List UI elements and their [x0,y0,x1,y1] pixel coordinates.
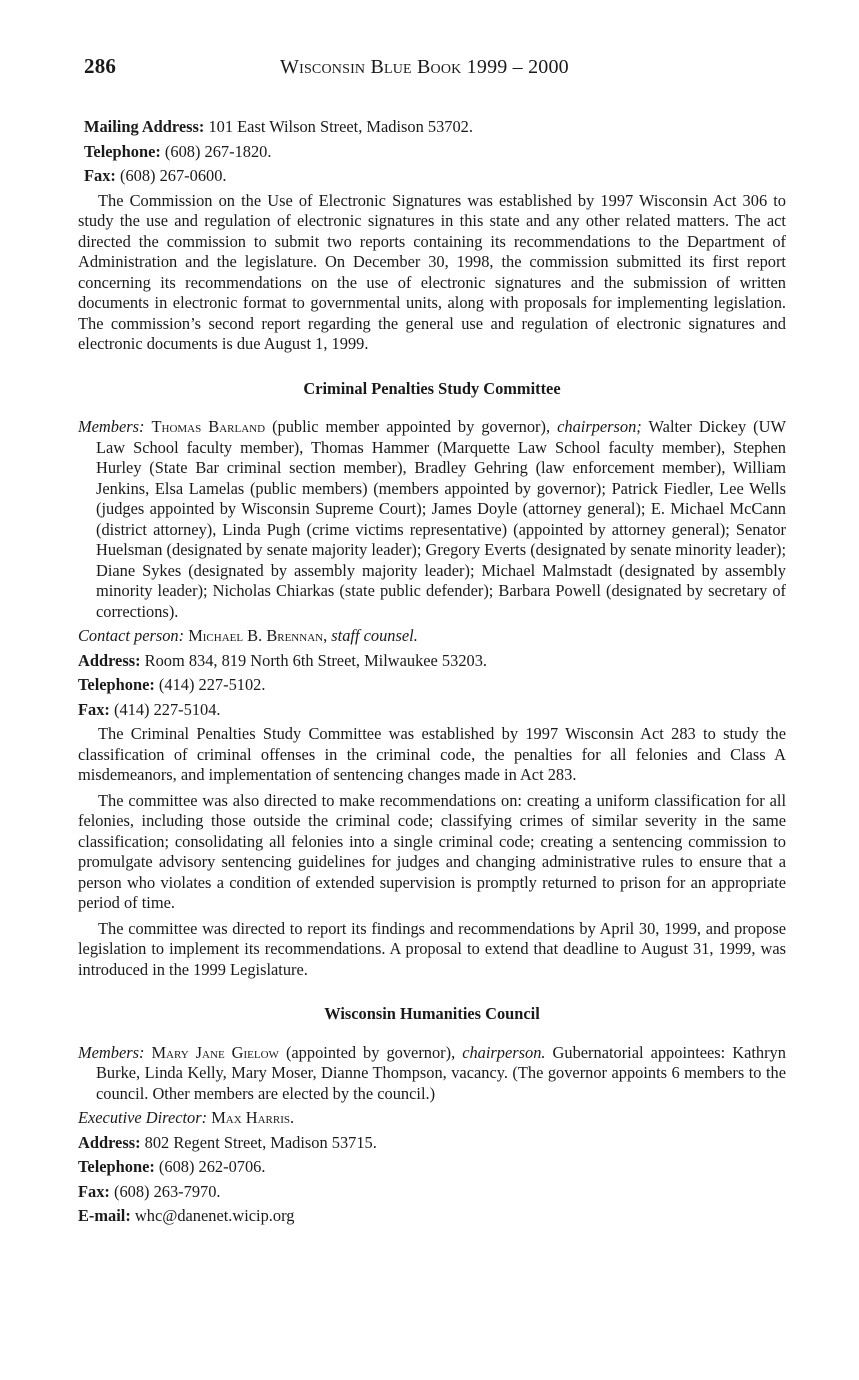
criminal-penalties-heading: Criminal Penalties Study Committee [303,378,561,398]
email-label: E-mail: [78,1206,131,1225]
address-label: Address: [78,1132,141,1152]
address-value: Room 834, 819 North 6th Street, Milwaukee 53203. [144,650,488,670]
page-header [84,54,784,88]
criminal-penalties-members [78,417,786,622]
telephone-label: Telephone: [84,141,161,161]
humanities-council-members [78,1043,786,1105]
criminal-penalties-paragraph-2: The committee was also directed to make recommendations on: creating a uniform classification for all felonies, including those outside the criminal code; classifying crimes of similar severity in the same classification; consolidating all felonies into a single criminal code; creating a sentencing commission to promulgate advisory sentencing guidelines for judges and changing administrative rules to ensure that a person who violates a condition of extended supervision is promptly returned to prison for an appropriate period of time. [78,790,786,912]
humanities-council-heading: Wisconsin Humanities Council [324,1004,540,1023]
telephone-label: Telephone: [78,675,155,694]
fax-line [84,166,786,187]
members-label: Members: [78,417,145,436]
fax-label: Fax: [78,699,110,719]
contact-person-line [78,626,786,647]
fax-label: Fax: [78,1181,110,1201]
chair-name: Thomas Barland [151,417,266,436]
chair-title: chairperson. [462,1042,546,1062]
telephone-value: (414) 227-5102. [158,675,266,694]
telephone-label: Telephone: [78,1157,155,1176]
mailing-address-label: Mailing Address: [84,117,205,136]
members-list: Gubernatorial appointees: Kathryn Burke, Linda Kelly, Mary Moser, Dianne Thompson, vacancy. (The governor appoints 6 members to the council. Other members are elected by the council.) [96,1042,786,1103]
email-line [78,1206,786,1227]
email-value: whc@danenet.wicip.org [134,1206,295,1225]
running-title: Wisconsin Blue Book 1999 – 2000 [280,56,569,78]
page-number: 286 [84,54,117,78]
members-list: Walter Dickey (UW Law School faculty member), Thomas Hammer (Marquette Law School faculty member), Stephen Hurley (State Bar criminal section member), Bradley Gehring (law enforcement member), William Jenkins, Elsa Lamelas (public members) (members appointed by governor); Patrick Fiedler, Lee Wells (judges appointed by Wisconsin Supreme Court); James Doyle (attorney general); E. Michael McCann (district attorney), Linda Pugh (crime victims representative) (appointed by attorney general); Senator Huelsman (designated by senate majority leader); Gregory Everts (designated by senate minority leader); Diane Sykes (designated by assembly majority leader); Michael Malmstadt (designated by assembly minority leader); Nicholas Chiarkas (state public defender); Barbara Powell (designated by secretary of corrections). [96,417,786,621]
address-label: Address: [78,650,141,670]
contact-name: Michael B. Brennan, [188,626,328,645]
criminal-penalties-paragraph-3: The committee was directed to report its findings and recommendations by April 30, 1999, and propose legislation to implement its recommendations. A proposal to extend that deadline to August 31, 1999, was introduced in the 1999 Legislature. [78,918,786,979]
contact-title: staff counsel. [331,626,418,645]
fax-value: (414) 227-5104. [113,699,221,719]
executive-director-line [78,1108,786,1129]
address-value: 802 Regent Street, Madison 53715. [144,1132,377,1152]
address-line [78,651,786,672]
chair-role: (public member appointed by governor), [272,417,551,436]
telephone-value: (608) 262-0706. [158,1157,266,1176]
chair-role: (appointed by governor), [285,1042,456,1062]
fax-line [78,700,786,721]
fax-label: Fax: [84,166,116,185]
fax-value: (608) 263-7970. [113,1181,221,1201]
telephone-line [78,675,786,696]
telephone-value: (608) 267-1820. [164,141,272,161]
chair-title: chairperson; [557,417,642,436]
members-label: Members: [78,1042,145,1062]
telephone-line [78,1157,786,1178]
page-content [78,117,786,1231]
electronic-signatures-paragraph: The Commission on the Use of Electronic Signatures was established by 1997 Wisconsin Act 306 to study the use and regulation of electronic signatures in this state and any other related matters. The act directed the commission to submit two reports containing its recommendations to the Department of Administration and the legislature. On December 30, 1998, the commission submitted its first report concerning its recommendations on the use of electronic signatures and the submission of written documents in electronic format to governmental units, along with proposals for implementing legislation. The commission’s second report regarding the general use and regulation of electronic signatures and electronic documents is due August 1, 1999. [78,190,786,353]
director-name: Max Harris. [211,1108,295,1127]
fax-line [78,1182,786,1203]
chair-name: Mary Jane Gielow [151,1042,279,1062]
contact-label: Contact person: [78,626,185,645]
mailing-address-value: 101 East Wilson Street, Madison 53702. [208,117,473,136]
address-line [78,1133,786,1154]
fax-value: (608) 267-0600. [119,166,227,185]
telephone-line [84,142,786,163]
director-label: Executive Director: [78,1108,208,1127]
mailing-address-line [84,117,786,138]
criminal-penalties-paragraph-1: The Criminal Penalties Study Committee was established by 1997 Wisconsin Act 283 to study the classification of criminal offenses in the criminal code, the penalties for all felonies and Class A misdemeanors, and implementation of sentencing changes made in Act 283. [78,724,786,784]
